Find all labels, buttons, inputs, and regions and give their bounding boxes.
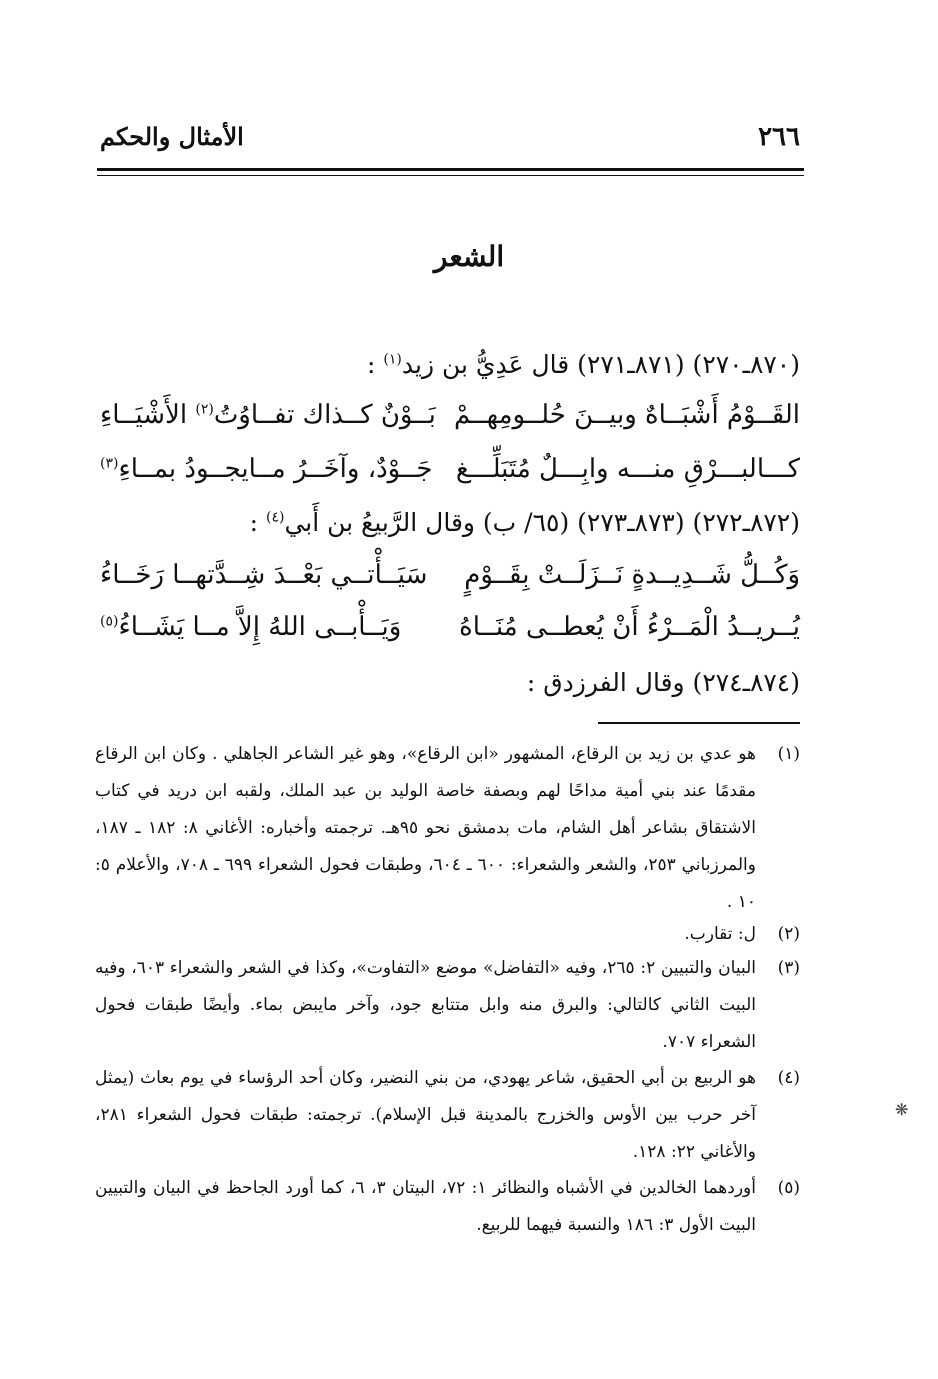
footnote-text: البيان والتبيين ٢: ٢٦٥، وفيه «التفاضل» موضع «التفاوت»، وكذا في الشعر والشعراء ٦٠٣، وفيه البيت الثاني كالتالي: والبرق منه وابل متتابع جود، وآخر مايبض بماء. وأيضًا طبقات فحول الشعراء ٧٠٧. — [95, 958, 756, 1052]
footnote-text: ل: تقارب. — [684, 924, 756, 944]
verse-line — [100, 454, 800, 498]
verse-first-hemistich: وَكُــلُّ شَــدِيــدةٍ نَــزَلَــتْ بِقَــوْمٍ — [464, 560, 800, 590]
footnote-rule — [598, 722, 800, 724]
verse-first-hemistich: يُــريــدُ الْمَــرْءُ أَنْ يُعطــى مُنَــاهُ — [459, 612, 800, 642]
verse-second-hemistich: بَــوْنٌ كــذاك تفــاوُتُ$^{(٢)}$ الأَشْيَــاءِ — [100, 400, 436, 430]
verse-second-hemistich: وَيَــأْبــى اللهُ إِلاَّ مــا يَشَــاءُ$^{(٥)}$ — [100, 612, 402, 642]
header-rule-thin — [97, 175, 804, 176]
verse-first-hemistich: كـــالبـــرْقِ منـــه وابِـــلٌ مُتَبَلِّـــغ — [455, 454, 800, 484]
footnote-number: (٢) — [777, 924, 800, 944]
footnote-ref: (١) — [383, 351, 402, 368]
footnote — [95, 950, 800, 1061]
footnote-number: (٥) — [777, 1178, 800, 1198]
header-rule — [97, 168, 804, 171]
page-header — [100, 122, 800, 156]
ornament-icon: ❋ — [895, 1100, 909, 1119]
section-title: الشعر — [433, 240, 505, 273]
verse-line — [100, 400, 800, 444]
verse-second-hemistich: جَــوْدٌ، وآخَــرُ مــايجــودُ بمــاءِ$^{(٣)}$ — [100, 454, 433, 484]
footnote-number: (١) — [777, 744, 800, 764]
footnote-number: (٤) — [777, 1068, 800, 1088]
footnote-text: هو الربيع بن أبي الحقيق، شاعر يهودي، من بني النضير، وكان أحد الرؤساء في يوم بعاث (يمثل آخر حرب بين الأوس والخزرج بالمدينة قبل الإسلام). ترجمته: طبقات فحول الشعراء ٢٨١، والأغاني ٢٢: ١٢٨. — [95, 1068, 756, 1162]
footnote-ref: (٣) — [100, 455, 119, 472]
footnote-text: أوردهما الخالدين في الأشباه والنظائر ١: ٧٢، البيتان ٣، ٦، كما أورد الجاحظ في البيان والتبيين البيت الأول ٣: ١٨٦ والنسبة فيهما للربيع. — [95, 1178, 756, 1235]
poem-intro: (٨٧٤ـ٢٧٤) وقال الفرزدق : — [526, 668, 800, 697]
running-title: الأمثال والحكم — [100, 122, 244, 151]
verse-line — [100, 612, 800, 656]
poem-intro: (٨٧٠ـ٢٧٠) (٨٧١ـ٢٧١) قال عَدِيُّ بن زيد$^{(١)}$ : — [367, 350, 800, 379]
footnote — [95, 1170, 800, 1244]
page-number: ٢٦٦ — [758, 122, 800, 152]
footnote-ref: (٥) — [100, 613, 119, 630]
verse-first-hemistich: القَــوْمُ أَشْبَــاهٌ وبيــنَ حُلــومِهــمْ — [454, 400, 800, 430]
verse-line — [100, 560, 800, 604]
footnote-text: هو عدي بن زيد بن الرقاع، المشهور «ابن الرقاع»، وهو غير الشاعر الجاهلي . وكان ابن الرقاع مقدمًا عند بني أمية مداحًا لهم وبصفة خاصة الوليد بن عبد الملك، ولقبه ابن دريد في كتاب الاشتقاق بشاعر أهل الشام، مات بدمشق نحو ٩٥هـ. ترجمته وأخباره: الأغاني ٨: ١٨٢ ـ ١٨٧، والمرزباني ٢٥٣، والشعر والشعراء: ٦٠٠ ـ ٦٠٤، وطبقات فحول الشعراء ٦٩٩ ـ ٧٠٨، والأعلام ٥: ١٠ . — [95, 744, 756, 912]
footnote-ref: (٢) — [195, 401, 214, 418]
footnote-ref: (٤) — [265, 509, 285, 526]
footnote — [95, 736, 800, 921]
footnote-number: (٣) — [777, 958, 800, 978]
footnote — [95, 1060, 800, 1171]
footnote — [95, 916, 800, 953]
poem-intro: (٨٧٢ـ٢٧٢) (٨٧٣ـ٢٧٣) (٦٥/ ب) وقال الرَّبيعُ بن أَبي$^{(٤)}$ : — [249, 508, 800, 537]
verse-second-hemistich: سَيَــأْتــي بَعْــدَ شِــدَّتهــا رَخَــاءُ — [100, 560, 428, 590]
